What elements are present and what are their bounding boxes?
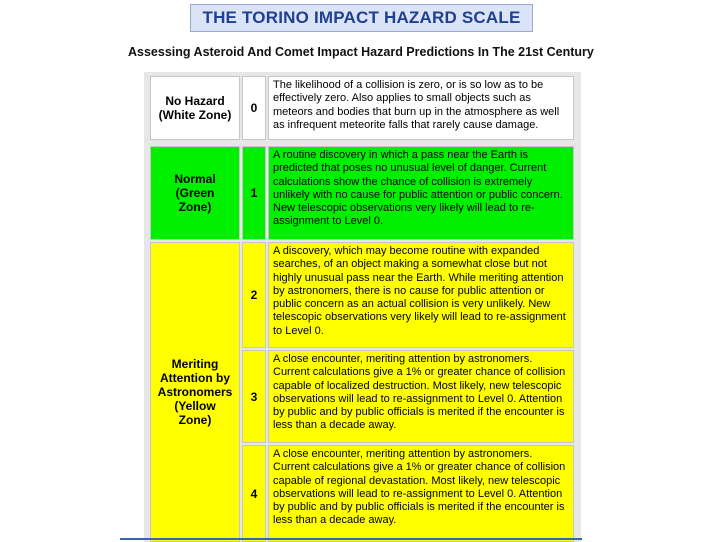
zone-yellow-label: Meriting Attention by Astronomers (Yellow Zone): [150, 242, 240, 542]
subtitle: Assessing Asteroid And Comet Impact Hazard Predictions In The 21st Century: [128, 45, 594, 59]
level-2: 2: [242, 242, 266, 348]
level-1: 1: [242, 146, 266, 240]
zone-white-label: No Hazard (White Zone): [150, 76, 240, 140]
page-title: THE TORINO IMPACT HAZARD SCALE: [202, 8, 521, 27]
zone-green-label: Normal (Green Zone): [150, 146, 240, 240]
level-3-description: A close encounter, meriting attention by astronomers. Current calculations give a 1% or greater chance of collision capable of localized destruction. Most likely, new telescopic observations will lead to re-assignment to Level 0. Attention by public and by public officials is merited if the encounter is less than a decade away.: [268, 350, 574, 443]
level-3: 3: [242, 350, 266, 443]
level-4: 4: [242, 445, 266, 542]
level-0: 0: [242, 76, 266, 140]
level-0-description: The likelihood of a collision is zero, or is so low as to be effectively zero. Also applies to small objects such as meteors and bodies that burn up in the atmosphere as well as infrequent meteorite falls that rarely cause damage.: [268, 76, 574, 140]
title-banner: [190, 4, 533, 32]
level-2-description: A discovery, which may become routine with expanded searches, of an object making a somewhat close but not highly unusual pass near the Earth. While meriting attention by astronomers, there is no cause for public attention or public concern as an actual collision is very unlikely. New telescopic observations very likely will lead to re-assignment to Level 0.: [268, 242, 574, 348]
level-1-description: A routine discovery in which a pass near the Earth is predicted that poses no unusual level of danger. Current calculations show the chance of collision is extremely unlikely with no cause for public attention or public concern. New telescopic observations very likely will lead to re-assignment to Level 0.: [268, 146, 574, 240]
level-4-description: A close encounter, meriting attention by astronomers. Current calculations give a 1% or greater chance of collision capable of regional devastation. Most likely, new telescopic observations will lead to re-assignment to Level 0. Attention by public and by public officials is merited if the encounter is less than a decade away.: [268, 445, 574, 542]
hazard-scale-table: [144, 72, 581, 542]
